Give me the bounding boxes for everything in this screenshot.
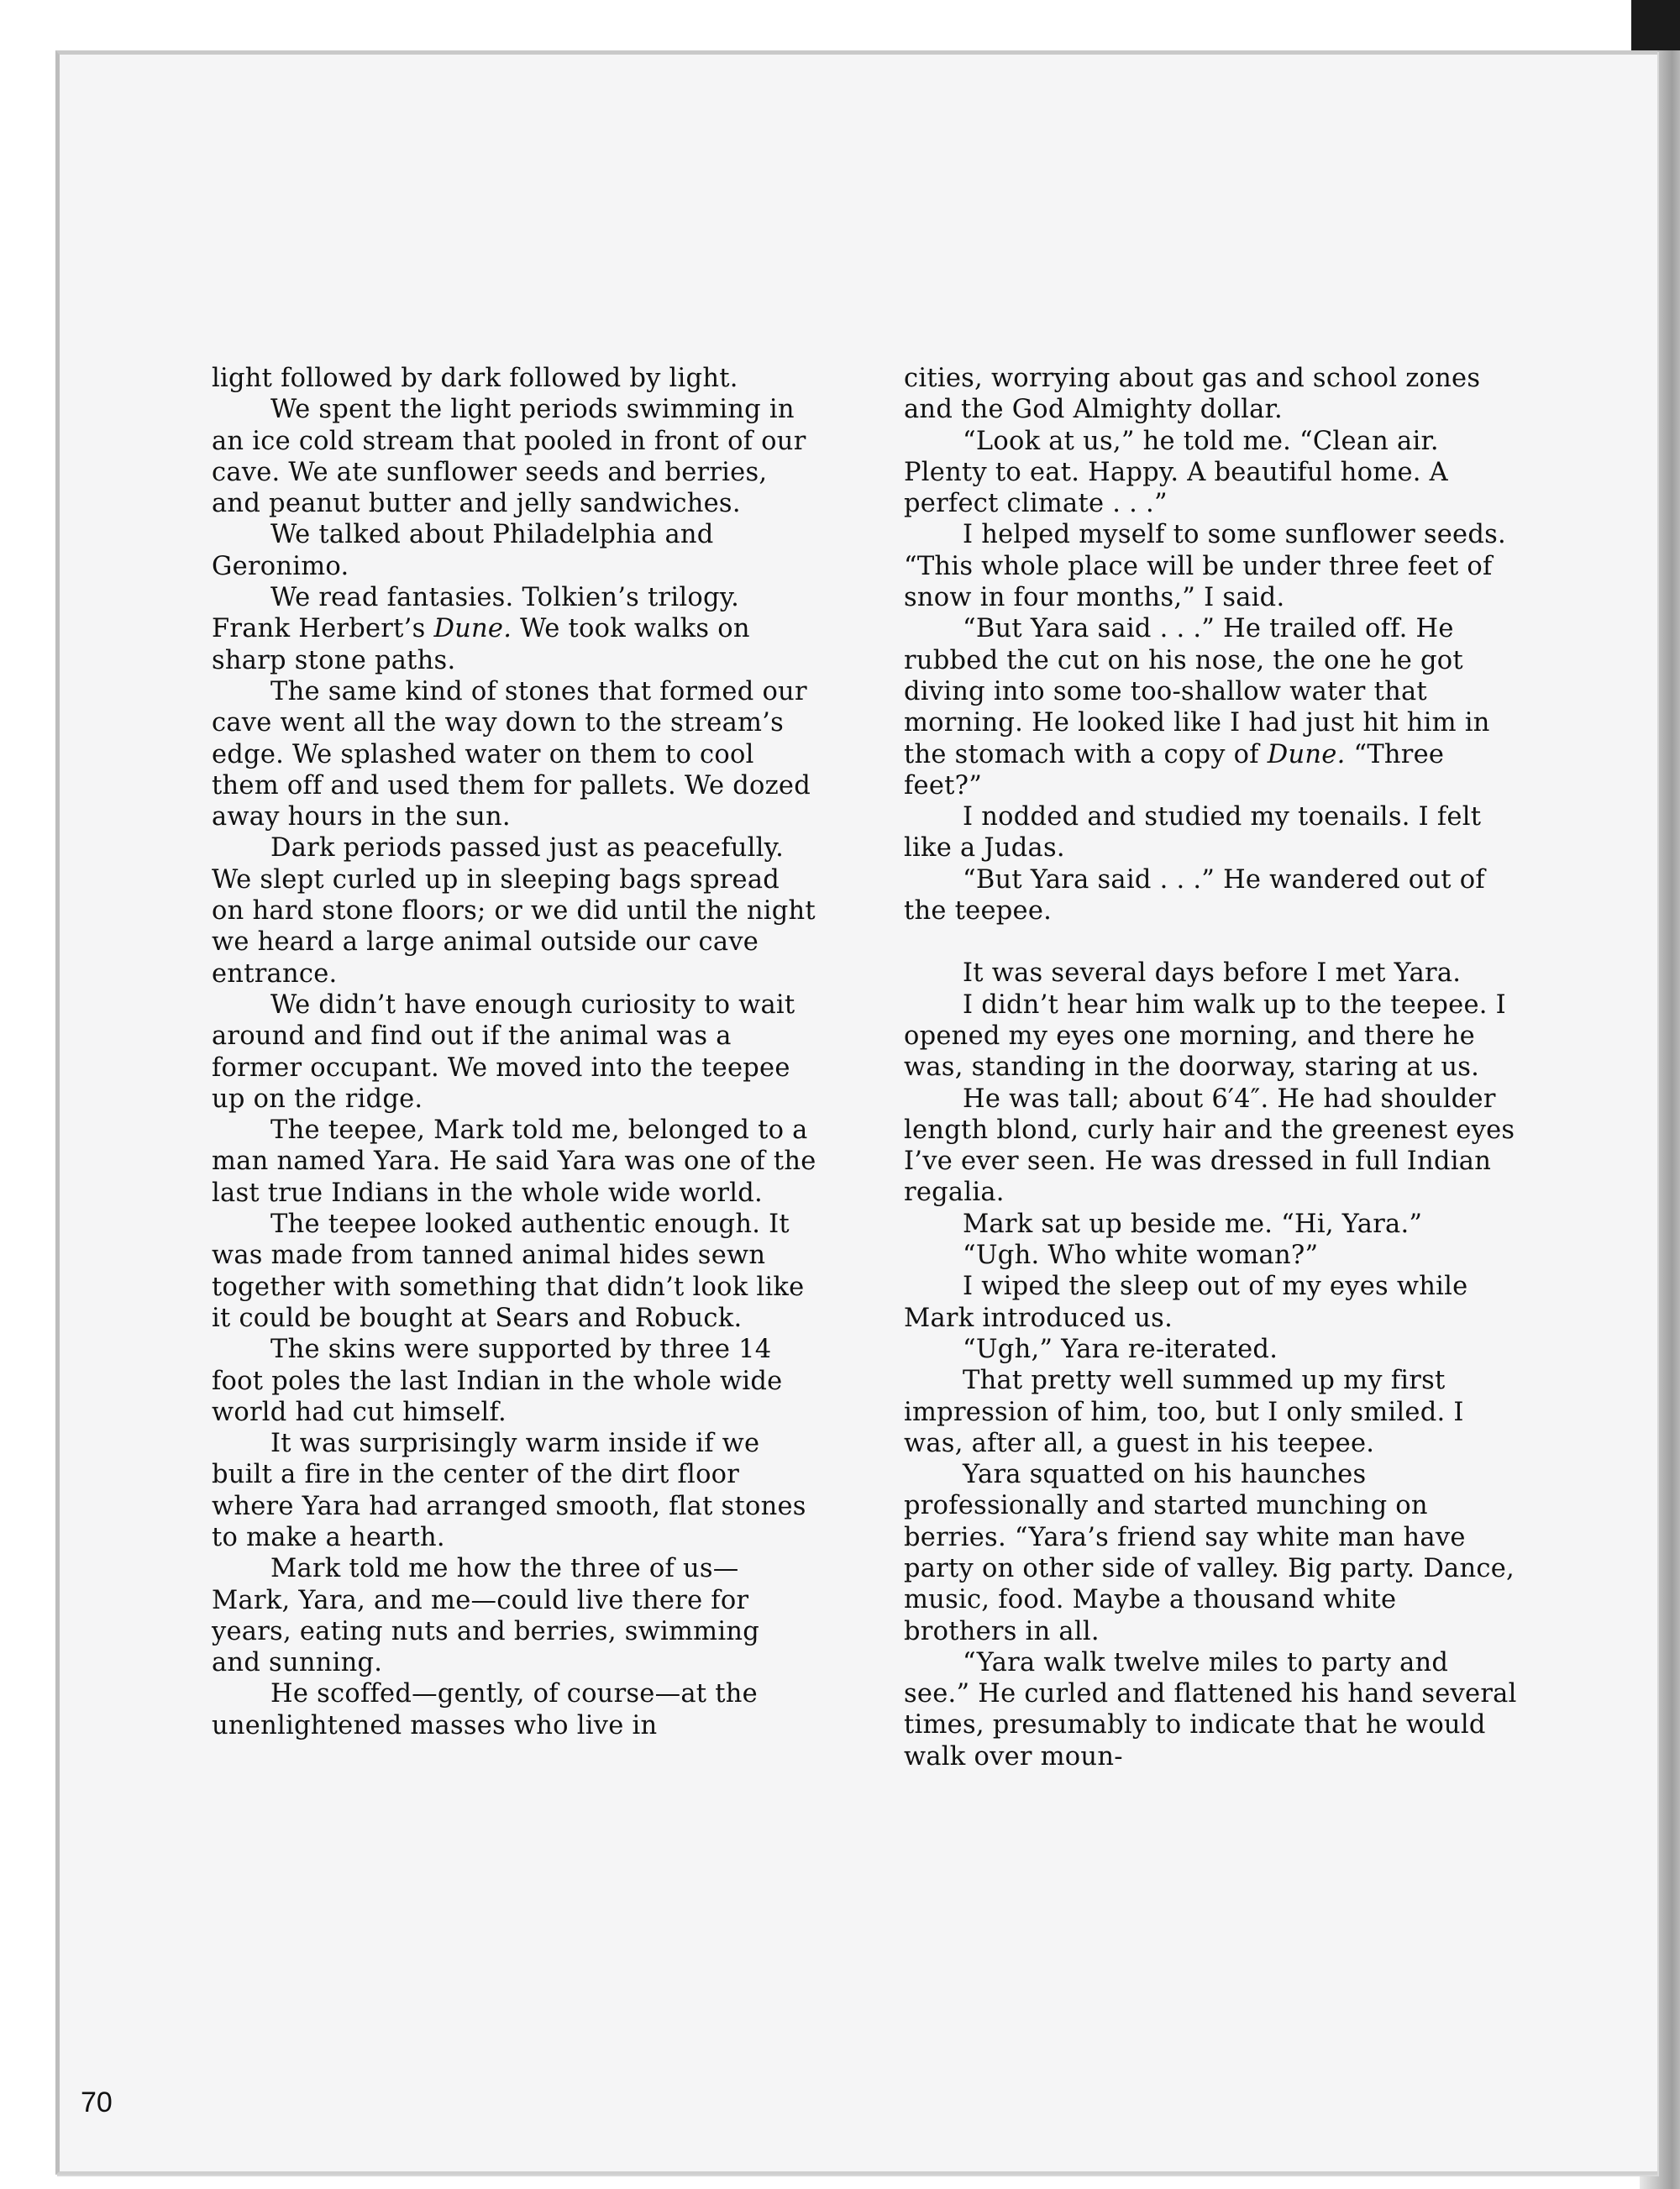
paragraph: He scoffed—gently, of course—at the unenlightened masses who live in [212, 1679, 758, 1740]
paragraph [212, 582, 816, 676]
left-text-column [212, 363, 816, 1741]
paragraph: The same kind of stones that formed our cave went all the way down to the stream’s edge. We splashed water on them to cool them off and used them for pallets. We dozed away hours in the sun. [212, 676, 811, 832]
paragraph: The teepee, Mark told me, belonged to a man named Yara. He said Yara was one of the last true Indians in the whole wide world. [212, 1115, 816, 1208]
paragraph: “Yara walk twelve miles to party and see.” He curled and flattened his hand several times, presumably to indicate that he would walk over moun- [904, 1647, 1517, 1772]
paragraph: Yara squatted on his haunches professionally and started munching on berries. “Yara’s friend say white man have party on other side of valley. Big party. Dance, music, food. Maybe a thousand white brothers in all. [904, 1460, 1515, 1646]
paragraph: Dark periods passed just as peacefully. We slept curled up in sleeping bags spread on hard stone floors; or we did until the night we heard a large animal outside our cave entrance. [212, 833, 816, 989]
paragraph: He was tall; about 6′4″. He had shoulder length blond, curly hair and the greenest eyes I’ve ever seen. He was dressed in full Indian regalia. [904, 1084, 1515, 1208]
paragraph: The skins were supported by three 14 foot poles the last Indian in the whole wide world had cut himself. [212, 1335, 783, 1427]
paragraph-text: “But Yara said . . .” He trailed off. He rubbed the cut on his nose, the one he got diving into some too-shallow water that morning. He looked like I had just hit him in the stomach with a copy of [904, 614, 1490, 769]
paragraph: We didn’t have enough curiosity to wait around and find out if the animal was a former occupant. We moved into the teepee up on the ridge. [212, 990, 795, 1114]
paragraph-text: We took walks on sharp stone paths. [212, 614, 750, 675]
paragraph: Mark sat up beside me. “Hi, Yara.” [963, 1209, 1423, 1239]
paragraph: cities, worrying about gas and school zones and the God Almighty dollar. [904, 364, 1481, 425]
paragraph: I wiped the sleep out of my eyes while Mark introduced us. [904, 1272, 1468, 1333]
paragraph [904, 613, 1517, 801]
paragraph: It was several days before I met Yara. [963, 958, 1462, 989]
book-title: Dune. [1267, 739, 1346, 769]
paragraph: “Look at us,” he told me. “Clean air. Plenty to eat. Happy. A beautiful home. A perfect climate . . .” [904, 426, 1448, 519]
paragraph: light followed by dark followed by light. [212, 364, 738, 393]
paragraph: I didn’t hear him walk up to the teepee. I opened my eyes one morning, and there he was, standing in the doorway, staring at us. [904, 990, 1506, 1083]
paragraph: We spent the light periods swimming in an ice cold stream that pooled in front of our cave. We ate sunflower seeds and berries, and peanut butter and jelly sandwiches. [212, 395, 806, 519]
paragraph: We talked about Philadelphia and Geronimo. [212, 520, 714, 581]
paragraph: The teepee looked authentic enough. It was made from tanned animal hides sewn together with something that didn’t look like it could be bought at Sears and Robuck. [212, 1210, 805, 1333]
paragraph: I nodded and studied my toenails. I felt like a Judas. [904, 802, 1482, 864]
paragraph: That pretty well summed up my first impression of him, too, but I only smiled. I was, after all, a guest in his teepee. [904, 1366, 1464, 1458]
paragraph: I helped myself to some sunflower seeds. “This whole place will be under three feet of snow in four months,” I said. [904, 520, 1506, 613]
right-text-column [904, 363, 1517, 1772]
paragraph: Mark told me how the three of us—Mark, Yara, and me—could live there for years, eating nuts and berries, swimming and sunning. [212, 1554, 759, 1678]
page-number: 70 [81, 2087, 113, 2118]
book-title: Dune. [433, 614, 512, 644]
paragraph: It was surprisingly warm inside if we built a fire in the center of the dirt floor where Yara had arranged smooth, flat stones to make a hearth. [212, 1429, 806, 1552]
paragraph-text: We read fantasies. Tolkien’s trilogy. Frank Herbert’s [212, 583, 740, 644]
paragraph: “Ugh,” Yara re-iterated. [963, 1334, 1278, 1364]
paragraph: “But Yara said . . .” He wandered out of the teepee. [904, 864, 1485, 927]
paragraph: “Ugh. Who white woman?” [963, 1241, 1319, 1271]
paragraph-text: “Three feet?” [904, 739, 1445, 801]
